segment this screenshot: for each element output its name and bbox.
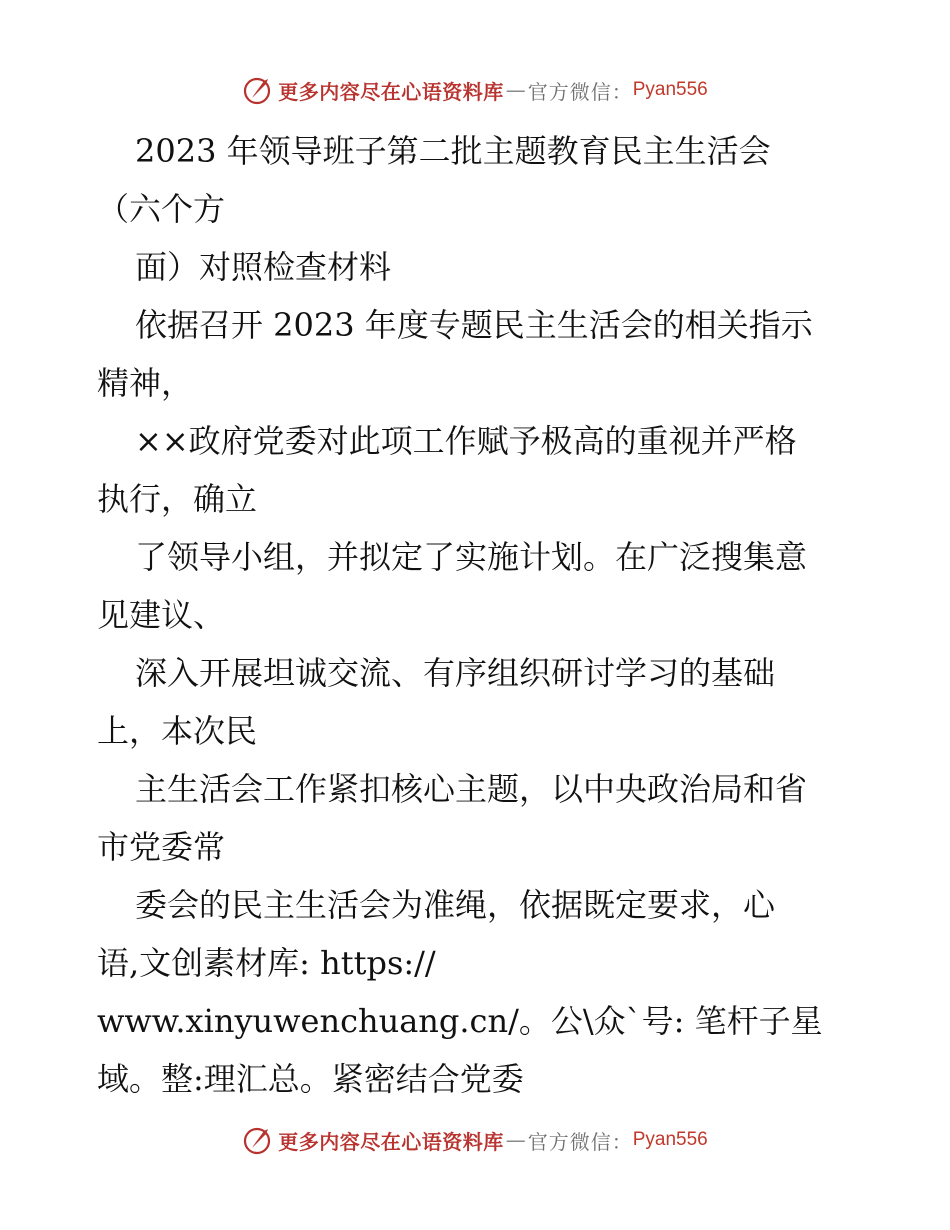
banner-separator: — — [505, 78, 526, 102]
quill-pen-icon — [242, 74, 274, 106]
doc-paragraph-line: 域。整:理汇总。紧密结合党委 — [97, 1060, 524, 1098]
doc-paragraph-line: 了领导小组，并拟定了实施计划。在广泛搜集意 — [135, 538, 808, 576]
doc-paragraph-line: ××政府党委对此项工作赋予极高的重视并严格 — [135, 422, 797, 460]
banner-separator: — — [505, 1128, 526, 1152]
doc-paragraph-line: 依据召开 2023 年度专题民主生活会的相关指示 — [135, 306, 813, 344]
document-body — [97, 122, 877, 1108]
doc-paragraph-line: 市党委常 — [97, 828, 226, 866]
doc-title-line-2: （六个方 — [97, 190, 226, 228]
doc-paragraph-line: 语,文创素材库: https:// — [97, 944, 436, 982]
doc-paragraph-line: 精神， — [97, 364, 194, 402]
banner-official-label: 官方微信： — [527, 1129, 633, 1154]
doc-paragraph-line: www.xinyuwenchuang.cn/。公\众`号: 笔杆子星 — [97, 1002, 823, 1040]
footer-watermark-banner — [0, 1120, 950, 1160]
banner-brand-text: 更多内容尽在心语资料库 — [278, 79, 504, 104]
doc-paragraph-line: 主生活会工作紧扣核心主题，以中央政治局和省 — [135, 770, 808, 808]
doc-paragraph-line: 见建议、 — [97, 596, 226, 634]
banner-wechat-id: Pyan556 — [632, 79, 708, 100]
doc-title-line-1: 2023 年领导班子第二批主题教育民主生活会 — [135, 132, 771, 170]
doc-paragraph-line: 上，本次民 — [97, 712, 258, 750]
banner-official-label: 官方微信： — [527, 79, 633, 104]
quill-pen-icon — [242, 1124, 274, 1156]
doc-paragraph-line: 委会的民主生活会为准绳，依据既定要求，心 — [135, 886, 776, 924]
doc-paragraph-line: 执行，确立 — [97, 480, 258, 518]
doc-paragraph-line: 深入开展坦诚交流、有序组织研讨学习的基础 — [135, 654, 776, 692]
header-watermark-banner — [0, 70, 950, 110]
banner-wechat-id: Pyan556 — [632, 1129, 708, 1150]
doc-title-line-3: 面）对照检查材料 — [135, 248, 392, 286]
banner-brand-text: 更多内容尽在心语资料库 — [278, 1129, 504, 1154]
